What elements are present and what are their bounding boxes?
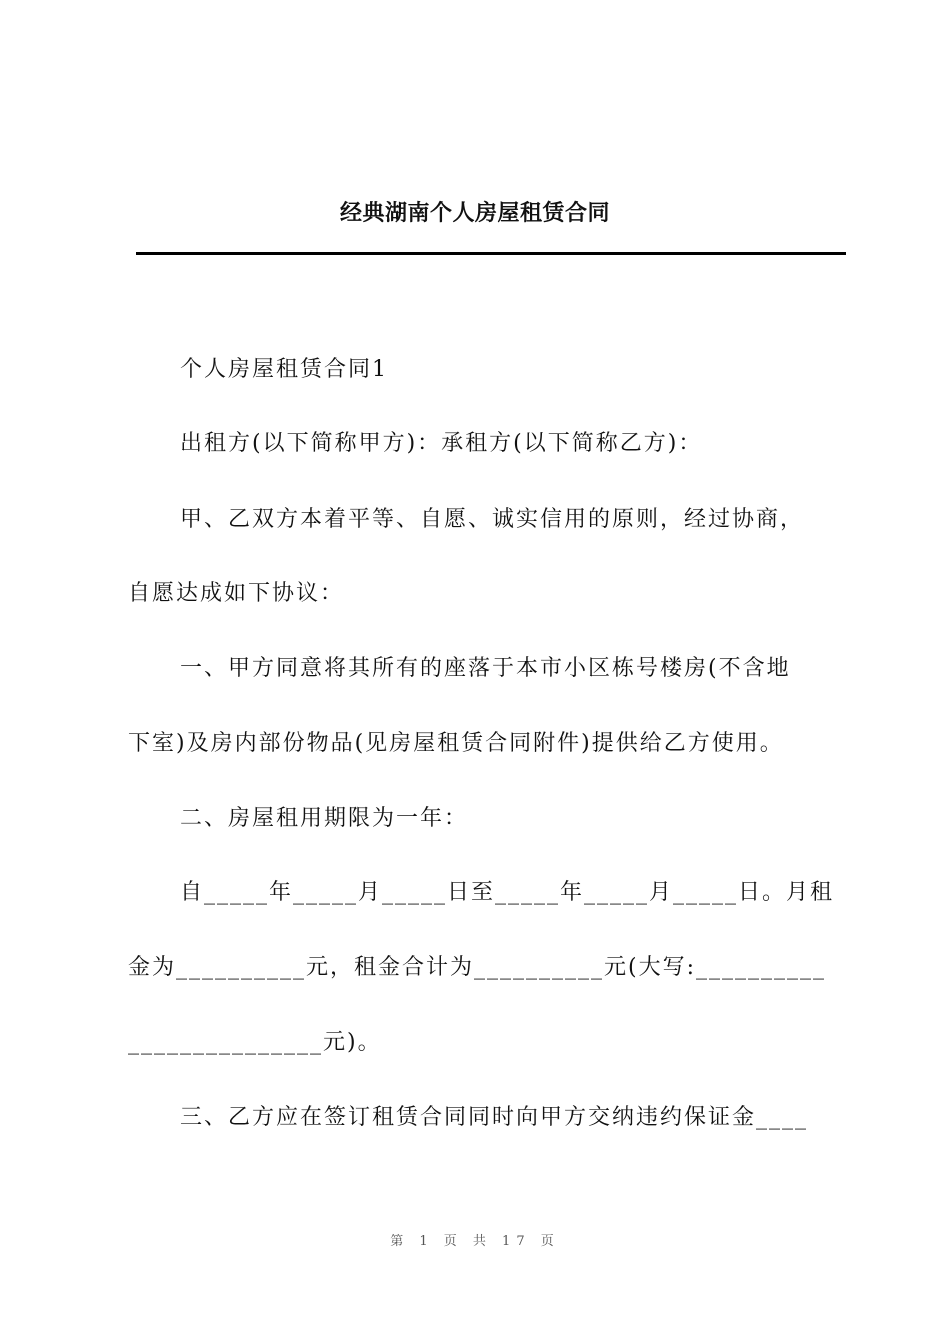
paragraph-line: _______________元)。 <box>128 1030 382 1055</box>
paragraph-line: 自_____年_____月_____日至_____年_____月_____日。月租 <box>180 880 835 905</box>
paragraph-line: 甲、乙双方本着平等、自愿、诚实信用的原则，经过协商， <box>180 507 805 532</box>
paragraph-line: 出租方(以下简称甲方)：承租方(以下简称乙方)： <box>180 431 703 456</box>
paragraph-line: 二、房屋租用期限为一年： <box>180 806 469 831</box>
page-number-footer: 第 1 页 共 17 页 <box>390 1234 560 1249</box>
document-title: 经典湖南个人房屋租赁合同 <box>339 201 610 226</box>
paragraph-line: 三、乙方应在签订租赁合同同时向甲方交纳违约保证金____ <box>180 1105 809 1130</box>
section-heading: 个人房屋租赁合同1 <box>180 357 388 382</box>
paragraph-line: 下室)及房内部份物品(见房屋租赁合同附件)提供给乙方使用。 <box>128 731 784 756</box>
paragraph-line: 自愿达成如下协议： <box>128 581 345 606</box>
title-divider <box>136 252 846 255</box>
paragraph-line: 金为__________元，租金合计为__________元(大写:__________ <box>128 955 826 980</box>
paragraph-line: 一、甲方同意将其所有的座落于本市小区栋号楼房(不含地 <box>180 656 791 681</box>
